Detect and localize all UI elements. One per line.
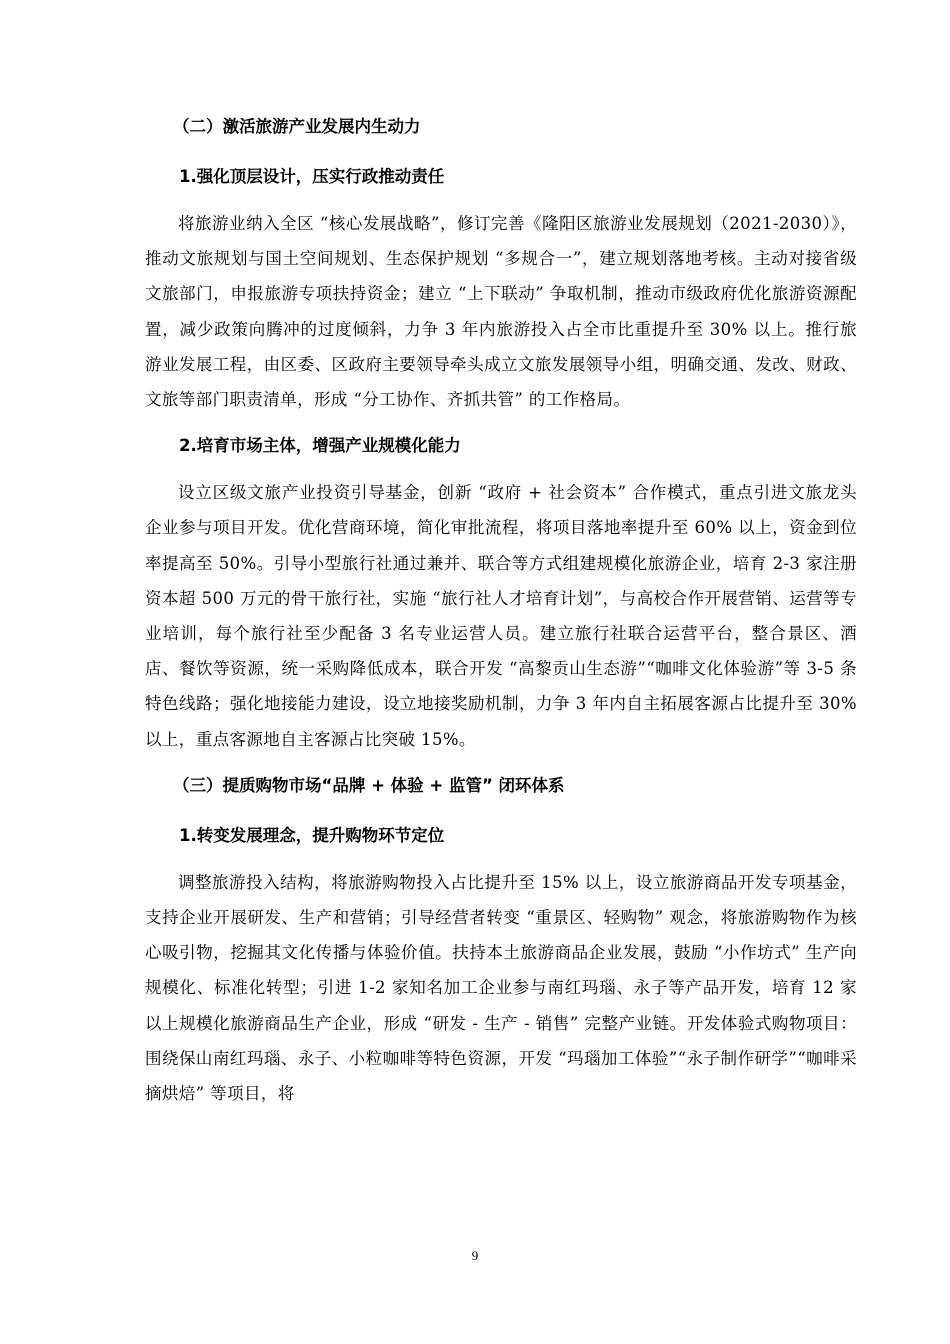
page-number: 9 — [471, 1248, 479, 1263]
paragraph-3-1: 调整旅游投入结构，将旅游购物投入占比提升至 15% 以上，设立旅游商品开发专项基金，支持企业开展研发、生产和营销；引导经营者转变 “重景区、轻购物” 观念，将旅游购物作为核心吸引物，挖掘其文化传播与体验价值。扶持本土旅游商品企业发展，鼓励 “小作坊式” 生产向规模化、标准化转型；引进 1-2 家知名加工企业参与南红玛瑙、永子等产品开发，培育 12 家以上规模化旅游商品生产企业，形成 “研发 - 生产 - 销售” 完整产业链。开发体验式购物项目：围绕保山南红玛瑙、永子、小粒咖啡等特色资源，开发 “玛瑙加工体验”“永子制作研学”“咖啡采摘烘焙” 等项目，将 — [145, 872, 857, 1104]
subsection-heading-2-2: 2.培育市场主体，增强产业规模化能力 — [179, 436, 461, 456]
section-heading-2: （二）激活旅游产业发展内生动力 — [173, 117, 421, 136]
subsection-heading-2-1: 1.强化顶层设计，压实行政推动责任 — [179, 167, 445, 186]
section-heading-3: （三）提质购物市场“品牌 + 体验 + 监管” 闭环体系 — [173, 775, 565, 795]
paragraph-2-2: 设立区级文旅产业投资引导基金，创新 “政府 + 社会资本” 合作模式，重点引进文旅龙头企业参与项目开发。优化营商环境，简化审批流程，将项目落地率提升至 60% 以上，资金到位率提高至 50%。引导小型旅行社通过兼并、联合等方式组建规模化旅游企业，培育 2-3 家注册资本超 500 万元的骨干旅行社，实施 “旅行社人才培育计划”，与高校合作开展营销、运营等专业培训，每个旅行社至少配备 3 名专业运营人员。建立旅行社联合运营平台，整合景区、酒店、餐饮等资源，统一采购降低成本，联合开发 “高黎贡山生态游”“咖啡文化体验游”等 3-5 条特色线路；强化地接能力建设，设立地接奖励机制，力争 3 年内自主拓展客源占比提升至 30% 以上，重点客源地自主客源占比突破 15%。 — [145, 483, 857, 749]
subsection-heading-3-1: 1.转变发展理念，提升购物环节定位 — [179, 825, 445, 845]
paragraph-2-1: 将旅游业纳入全区 “核心发展战略”，修订完善《隆阳区旅游业发展规划（2021-2030）》，推动文旅规划与国土空间规划、生态保护规划 “多规合一”，建立规划落地考核。主动对接省级文旅部门，申报旅游专项扶持资金；建立 “上下联动” 争取机制，推动市级政府优化旅游资源配置，减少政策向腾冲的过度倾斜，力争 3 年内旅游投入占全市比重提升至 30% 以上。推行旅游业发展工程，由区委、区政府主要领导牵头成立文旅发展领导小组，明确交通、发改、财政、文旅等部门职责清单，形成 “分工协作、齐抓共管” 的工作格局。 — [145, 214, 857, 410]
document-body — [145, 112, 857, 1125]
